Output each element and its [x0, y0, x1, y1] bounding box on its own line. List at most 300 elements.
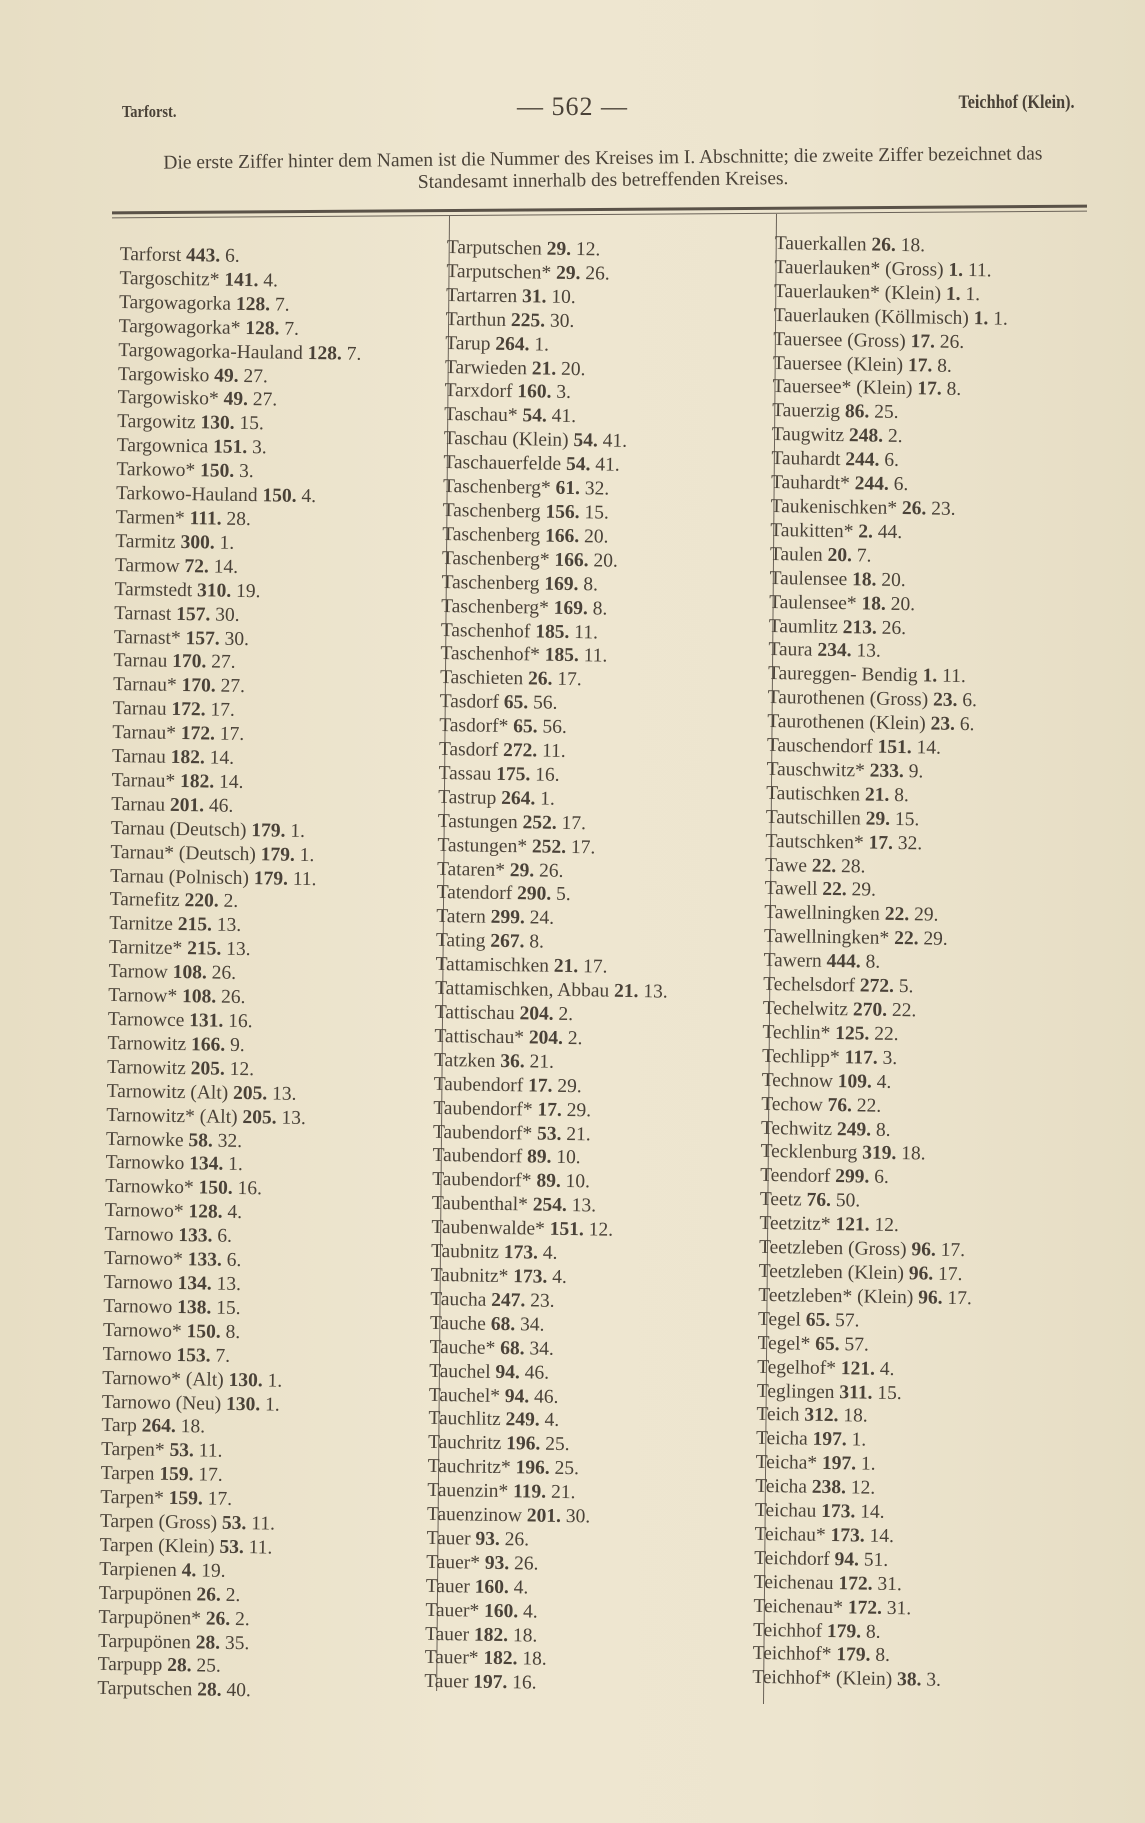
index-column-3: [752, 232, 1009, 1694]
registry-office-number: 15.: [216, 1297, 241, 1319]
district-number: 173.: [821, 1500, 856, 1523]
place-name: Tarnow: [108, 961, 168, 984]
place-name: Tarnowo (Neu): [101, 1391, 222, 1415]
index-entry: [760, 1188, 995, 1216]
registry-office-number: 18.: [900, 234, 926, 257]
registry-office-number: 11.: [967, 259, 992, 282]
district-number: 157.: [176, 603, 211, 626]
registry-office-number: 18.: [522, 1648, 547, 1671]
district-number: 205.: [190, 1058, 225, 1080]
district-number: 65.: [503, 692, 529, 714]
place-name: Tarnau: [111, 745, 166, 768]
registry-office-number: 6.: [884, 449, 900, 472]
registry-office-number: 29.: [913, 904, 939, 927]
registry-office-number: 2.: [567, 1027, 583, 1050]
place-name: Tarnau: [113, 650, 168, 673]
district-number: 109.: [837, 1070, 873, 1093]
place-name: Teichhof* (Klein): [752, 1667, 893, 1691]
registry-office-number: 8.: [865, 951, 881, 973]
index-entry: [433, 1097, 666, 1125]
registry-office-number: 1.: [965, 283, 981, 306]
district-number: 130.: [225, 1393, 261, 1415]
index-entry: [427, 1455, 660, 1483]
index-entry: [447, 236, 680, 264]
district-number: 128.: [188, 1201, 223, 1223]
registry-office-number: 27.: [243, 365, 269, 387]
place-name: Tarpen*: [100, 1439, 165, 1462]
registry-office-number: 8.: [583, 573, 599, 596]
place-name: Tawellningken*: [763, 926, 890, 950]
district-number: 264.: [141, 1415, 177, 1438]
place-name: Taulensee*: [769, 591, 857, 614]
place-name: Taukitten*: [770, 519, 854, 543]
registry-office-number: 15.: [584, 502, 609, 524]
district-number: 133.: [178, 1225, 213, 1247]
district-number: 49.: [223, 389, 249, 411]
index-entry: [430, 1264, 663, 1292]
district-number: 444.: [826, 951, 861, 973]
index-entry: [759, 1236, 994, 1264]
registry-office-number: 26.: [538, 860, 564, 882]
registry-office-number: 4.: [227, 1202, 243, 1224]
index-entry: [426, 1575, 659, 1603]
index-entry: [446, 284, 679, 312]
registry-office-number: 5.: [555, 884, 571, 906]
district-number: 215.: [186, 938, 222, 960]
registry-office-number: 29.: [566, 1099, 592, 1121]
place-name: Tarwieden: [444, 356, 528, 379]
registry-office-number: 3.: [556, 382, 572, 404]
district-number: 128.: [235, 293, 271, 316]
district-number: 28.: [167, 1655, 192, 1677]
registry-office-number: 46.: [208, 795, 234, 817]
district-number: 108.: [172, 962, 207, 984]
district-number: 234.: [817, 640, 852, 662]
registry-office-number: 46.: [533, 1386, 559, 1408]
place-name: Techwitz: [760, 1117, 833, 1140]
index-entry: [433, 1073, 666, 1101]
place-name: Tauersee* (Klein): [772, 376, 913, 400]
district-number: 153.: [176, 1344, 211, 1367]
registry-office-number: 26.: [939, 331, 965, 353]
registry-office-number: 17.: [210, 699, 235, 722]
registry-office-number: 15.: [877, 1382, 902, 1404]
index-entry: [441, 595, 674, 623]
index-entry: [442, 547, 675, 575]
place-name: Tegel: [757, 1308, 802, 1331]
registry-office-number: 29.: [851, 879, 877, 902]
district-number: 128.: [307, 342, 343, 365]
index-entry: [111, 793, 354, 821]
place-name: Teichhof*: [752, 1643, 832, 1666]
index-entry: [97, 1677, 340, 1705]
index-entry: [426, 1527, 659, 1555]
registry-office-number: 41.: [595, 454, 620, 476]
place-name: Tattischau*: [434, 1025, 525, 1049]
registry-office-number: 20.: [593, 550, 618, 572]
registry-office-number: 20.: [881, 569, 906, 591]
registry-office-number: 6.: [893, 473, 909, 496]
registry-office-number: 8.: [875, 1119, 891, 1141]
registry-office-number: 1.: [264, 1393, 280, 1416]
registry-office-number: 14.: [916, 737, 942, 759]
place-name: Tarnowitz: [106, 1056, 186, 1079]
index-entry: [435, 953, 668, 981]
registry-office-number: 11.: [574, 621, 599, 643]
place-name: Tating: [435, 930, 486, 952]
place-name: Tasdorf: [438, 738, 499, 761]
district-number: 29.: [509, 859, 535, 882]
district-number: 179.: [251, 819, 286, 842]
district-number: 26.: [205, 1608, 231, 1630]
place-name: Tecklenburg: [760, 1141, 858, 1164]
district-number: 111.: [189, 508, 222, 530]
place-name: Teicha: [755, 1475, 808, 1498]
place-name: Tarnowke: [105, 1128, 184, 1151]
district-number: 182.: [179, 770, 215, 793]
district-number: 26.: [871, 234, 896, 256]
registry-office-number: 12.: [229, 1058, 255, 1081]
registry-office-number: 15.: [894, 808, 920, 831]
registry-office-number: 26.: [504, 1529, 530, 1551]
place-name: Tarmen*: [115, 506, 185, 530]
index-entry: [763, 997, 998, 1025]
place-name: Tautschillen: [765, 806, 861, 830]
district-number: 134.: [189, 1153, 224, 1176]
registry-office-number: 22.: [874, 1023, 899, 1045]
registry-office-number: 8.: [894, 784, 910, 807]
district-number: 244.: [845, 449, 880, 471]
place-name: Tarmstedt: [114, 578, 193, 601]
district-number: 54.: [573, 430, 599, 452]
page-number: — 562 —: [517, 92, 628, 121]
place-name: Tarkowo-Hauland: [115, 483, 258, 507]
place-name: Teetzleben (Klein): [758, 1260, 905, 1285]
index-entry: [115, 506, 358, 534]
index-entry: [758, 1260, 993, 1288]
district-number: 201.: [169, 794, 205, 817]
district-number: 21.: [531, 357, 557, 380]
registry-office-number: 28.: [226, 508, 251, 531]
district-number: 65.: [513, 716, 538, 738]
registry-office-number: 2.: [223, 891, 239, 913]
index-entry: [103, 1319, 346, 1347]
index-entry: [430, 1288, 663, 1316]
district-number: 20.: [827, 544, 853, 567]
index-entry: [102, 1343, 345, 1371]
place-name: Taubendorf*: [433, 1097, 533, 1121]
registry-office-number: 1.: [534, 334, 550, 356]
index-entry: [764, 901, 999, 929]
registry-office-number: 22.: [856, 1095, 882, 1117]
index-entry: [428, 1431, 661, 1459]
index-entry: [439, 738, 672, 766]
index-entry: [753, 1618, 988, 1646]
district-number: 21.: [613, 980, 639, 1003]
place-name: Tauerlauken* (Gross): [774, 256, 944, 281]
district-number: 299.: [834, 1166, 870, 1188]
registry-office-number: 27.: [252, 389, 278, 411]
index-entry: [769, 614, 1004, 642]
district-number: 179.: [253, 867, 289, 890]
place-name: Tarnowo*: [102, 1319, 182, 1342]
district-number: 197.: [812, 1429, 847, 1451]
registry-office-number: 29.: [923, 928, 948, 951]
place-name: Tauchel*: [428, 1384, 501, 1407]
district-number: 170.: [171, 651, 207, 673]
registry-office-number: 56.: [532, 692, 558, 715]
district-number: 108.: [181, 986, 217, 1008]
district-number: 38.: [896, 1669, 922, 1691]
index-entry: [754, 1523, 989, 1551]
registry-office-number: 5.: [898, 976, 914, 998]
place-name: Tauersee (Klein): [772, 352, 904, 376]
place-name: Taschenberg: [442, 499, 541, 523]
index-entry: [761, 1116, 996, 1144]
place-name: Tatzken: [433, 1049, 496, 1072]
index-entry: [431, 1216, 664, 1244]
district-number: 252.: [522, 812, 557, 834]
registry-office-number: 44.: [877, 521, 903, 543]
registry-office-number: 1.: [540, 788, 556, 810]
place-name: Tarnast: [114, 602, 172, 625]
registry-office-number: 26.: [585, 263, 610, 285]
place-name: Tarnow*: [108, 985, 178, 1008]
registry-office-number: 19.: [235, 580, 261, 602]
district-number: 150.: [199, 460, 235, 482]
registry-office-number: 2.: [558, 1003, 574, 1026]
district-number: 170.: [181, 675, 216, 697]
place-name: Tarnau: [111, 793, 166, 816]
index-entry: [103, 1295, 346, 1323]
place-name: Tatendorf: [436, 882, 513, 905]
district-number: 173.: [503, 1242, 539, 1264]
district-number: 215.: [177, 914, 213, 936]
district-number: 2.: [858, 521, 874, 543]
district-number: 65.: [815, 1333, 840, 1355]
index-entry: [766, 782, 1001, 810]
place-name: Tauchritz*: [427, 1456, 511, 1479]
index-entry: [442, 523, 675, 551]
district-number: 300.: [180, 531, 215, 554]
place-name: Tarpen (Gross): [99, 1510, 218, 1534]
index-entry: [428, 1407, 661, 1435]
place-name: Tauenzin*: [427, 1479, 509, 1503]
registry-office-number: 50.: [835, 1190, 861, 1212]
district-number: 121.: [840, 1357, 876, 1380]
index-entry: [773, 328, 1008, 356]
registry-office-number: 29.: [557, 1075, 582, 1097]
running-head: [122, 92, 1075, 132]
registry-office-number: 6.: [873, 1167, 889, 1189]
district-number: 125.: [835, 1022, 870, 1045]
registry-office-number: 21.: [550, 1481, 576, 1504]
district-number: 1.: [973, 307, 989, 330]
district-number: 166.: [554, 549, 589, 572]
district-number: 54.: [522, 405, 547, 427]
place-name: Tarnau*: [112, 674, 177, 697]
index-entry: [775, 232, 1010, 260]
registry-office-number: 25.: [196, 1655, 222, 1678]
place-name: Tauhardt: [771, 448, 841, 471]
place-name: Taubendorf: [432, 1145, 523, 1168]
place-name: Tarnowitz: [107, 1032, 187, 1056]
registry-office-number: 7.: [856, 545, 872, 567]
place-name: Taschenberg*: [441, 595, 549, 619]
registry-office-number: 1.: [851, 1429, 867, 1451]
district-number: 204.: [528, 1027, 564, 1049]
header-rule-thick: [112, 205, 1087, 215]
index-entry: [426, 1551, 659, 1579]
registry-office-number: 22.: [891, 999, 917, 1022]
district-number: 89.: [526, 1146, 552, 1169]
index-entry: [444, 379, 677, 407]
index-entry: [763, 949, 998, 977]
district-number: 86.: [844, 401, 870, 423]
district-number: 443.: [185, 245, 221, 267]
registry-office-number: 4.: [876, 1071, 892, 1093]
registry-office-number: 11.: [248, 1537, 273, 1559]
registry-office-number: 28.: [840, 855, 866, 878]
index-entry: [772, 399, 1007, 427]
district-number: 248.: [848, 425, 884, 447]
registry-office-number: 18.: [512, 1624, 538, 1647]
registry-office-number: 2.: [225, 1584, 241, 1606]
district-number: 17.: [527, 1075, 553, 1097]
district-number: 172.: [171, 699, 206, 721]
registry-office-number: 17.: [219, 723, 245, 746]
index-entry: [761, 1069, 996, 1097]
registry-office-number: 17.: [198, 1464, 223, 1486]
place-name: Tattamischken: [435, 954, 550, 977]
district-number: 130.: [200, 412, 235, 435]
place-name: Taubendorf: [433, 1073, 524, 1097]
place-name: Tartarren: [445, 284, 518, 307]
place-name: Tatern: [436, 906, 486, 929]
registry-office-number: 1.: [860, 1453, 876, 1475]
registry-office-number: 8.: [592, 597, 608, 620]
district-number: 272.: [859, 975, 895, 998]
place-name: Tarthun: [445, 308, 507, 331]
index-column-2: [424, 236, 679, 1698]
registry-office-number: 19.: [201, 1560, 226, 1582]
place-name: Taschenberg: [441, 571, 540, 595]
registry-office-number: 57.: [834, 1309, 860, 1332]
place-name: Tarnau: [112, 698, 167, 721]
index-entry: [429, 1383, 662, 1411]
registry-office-number: 12.: [874, 1214, 900, 1237]
index-entry: [103, 1271, 346, 1299]
place-name: Taschau (Klein): [443, 428, 569, 452]
district-number: 220.: [184, 890, 219, 913]
district-number: 225.: [510, 309, 546, 332]
index-entry: [99, 1582, 342, 1610]
place-name: Tarnau (Deutsch): [110, 817, 247, 841]
index-entry: [434, 1025, 667, 1053]
place-name: Teichhof: [752, 1619, 823, 1642]
index-entry: [432, 1168, 665, 1196]
index-entry: [98, 1605, 341, 1633]
index-entry: [764, 877, 999, 905]
district-number: 29.: [546, 238, 572, 260]
index-entry: [111, 817, 354, 845]
place-name: Teich: [756, 1404, 800, 1426]
registry-office-number: 14.: [869, 1525, 895, 1547]
place-name: Teichdorf: [754, 1547, 830, 1570]
place-name: Tarp: [101, 1415, 138, 1437]
place-name: Tautschken*: [765, 830, 864, 854]
index-entry: [757, 1332, 992, 1360]
place-name: Tarmitz: [115, 530, 176, 553]
place-name: Tarforst: [119, 243, 182, 266]
registry-office-number: 21.: [529, 1051, 555, 1073]
registry-office-number: 13.: [643, 981, 668, 1003]
district-number: 182.: [170, 746, 205, 769]
place-name: Taubnitz*: [430, 1264, 509, 1288]
district-number: 254.: [532, 1194, 568, 1217]
index-entry: [444, 427, 677, 455]
district-number: 23.: [930, 713, 956, 736]
index-entry: [102, 1366, 345, 1394]
place-name: Targowagorka*: [118, 315, 241, 339]
index-entry: [431, 1240, 664, 1268]
registry-office-number: 15.: [239, 413, 265, 435]
index-entry: [773, 304, 1008, 332]
district-number: 22.: [884, 904, 910, 926]
registry-office-number: 14.: [213, 556, 239, 578]
district-number: 205.: [232, 1082, 268, 1105]
index-entry: [757, 1355, 992, 1383]
index-entry: [755, 1499, 990, 1527]
place-name: Tarnowitz (Alt): [106, 1080, 229, 1104]
index-entry: [763, 973, 998, 1001]
place-name: Taubendorf*: [432, 1169, 532, 1192]
district-number: 175.: [496, 763, 531, 786]
place-name: Techow: [761, 1093, 823, 1116]
district-number: 26.: [196, 1584, 222, 1606]
registry-office-number: 6.: [224, 245, 240, 267]
district-number: 128.: [245, 317, 280, 340]
district-number: 89.: [536, 1170, 561, 1193]
registry-office-number: 16.: [512, 1672, 537, 1694]
registry-office-number: 8.: [529, 931, 545, 953]
place-name: Tauer: [425, 1575, 471, 1598]
district-number: 65.: [805, 1309, 831, 1331]
registry-office-number: 18.: [180, 1416, 206, 1438]
district-number: 18.: [851, 568, 877, 591]
registry-office-number: 40.: [226, 1680, 251, 1702]
index-entry: [444, 403, 677, 431]
registry-office-number: 32.: [584, 478, 610, 500]
district-number: 205.: [242, 1106, 277, 1129]
index-entry: [437, 834, 670, 862]
index-entry: [752, 1666, 987, 1694]
place-name: Taulen: [769, 543, 823, 566]
registry-office-number: 8.: [937, 355, 953, 377]
registry-office-number: 25.: [874, 401, 899, 424]
district-number: 166.: [544, 525, 580, 547]
registry-office-number: 13.: [856, 640, 881, 663]
place-name: Taschenberg*: [441, 547, 550, 571]
place-name: Tautischken: [766, 782, 861, 806]
registry-office-number: 14.: [218, 771, 244, 793]
district-number: 201.: [526, 1505, 562, 1527]
registry-office-number: 12.: [575, 239, 601, 261]
index-entry: [437, 857, 670, 885]
registry-office-number: 41.: [602, 430, 628, 453]
place-name: Teendorf: [760, 1165, 831, 1188]
district-number: 119.: [512, 1481, 547, 1503]
